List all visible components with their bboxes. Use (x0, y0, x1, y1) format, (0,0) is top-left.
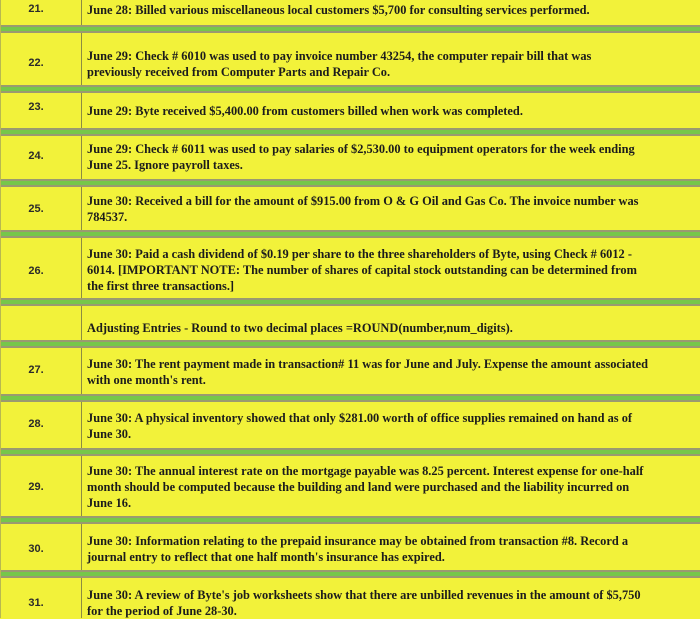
row-separator (1, 85, 700, 93)
row-number: 31. (28, 597, 44, 609)
row-text: June 30: The annual interest rate on the mortgage payable was 8.25 percent. Interest expense for one-half month should be computed because the building and land were purchased and the liability incurred on June 16. (87, 464, 644, 510)
row-number: 27. (28, 364, 44, 376)
row-number: 24. (28, 150, 44, 162)
row-text: June 30: Paid a cash dividend of $0.19 per share to the three shareholders of Byte, using Check # 6012 - 6014. [IMPORTANT NOTE: The number of shares of capital stock outstanding can be determined from the first three transactions.] (87, 247, 637, 293)
row-separator (1, 25, 700, 33)
row-number: 26. (28, 265, 44, 277)
row-text: June 30: A physical inventory showed that only $281.00 worth of office supplies remained on hand as of June 30. (87, 411, 633, 441)
row-number: 22. (28, 57, 44, 69)
row-text: June 29: Byte received $5,400.00 from customers billed when work was completed. (87, 104, 523, 118)
row-separator (1, 516, 700, 524)
row-number: 28. (28, 418, 44, 430)
row-number: 30. (28, 543, 44, 555)
row-separator (1, 128, 700, 136)
row-separator (1, 298, 700, 306)
row-text: June 29: Check # 6011 was used to pay salaries of $2,530.00 to equipment operators for the week ending June 25. Ignore payroll taxes. (87, 142, 635, 172)
row-number: 29. (28, 481, 44, 493)
row-separator (1, 394, 700, 402)
row-text: June 30: Received a bill for the amount of $915.00 from O & G Oil and Gas Co. The invoice number was 784537. (87, 194, 639, 224)
row-separator (1, 340, 700, 348)
row-text: June 29: Check # 6010 was used to pay invoice number 43254, the computer repair bill that was previously received from Computer Parts and Repair Co. (87, 49, 592, 79)
row-text: June 28: Billed various miscellaneous local customers $5,700 for consulting services performed. (87, 3, 590, 17)
row-separator (1, 570, 700, 578)
row-number: 21. (28, 3, 44, 15)
row-text: June 30: Information relating to the prepaid insurance may be obtained from transaction #8. Record a journal entry to reflect that one half month's insurance has expired. (87, 534, 629, 564)
section-heading-adjusting-entries: Adjusting Entries - Round to two decimal places =ROUND(number,num_digits). (87, 321, 513, 335)
row-separator (1, 230, 700, 238)
row-text: June 30: The rent payment made in transaction# 11 was for June and July. Expense the amount associated with one month's rent. (87, 357, 649, 387)
row-separator (1, 179, 700, 187)
row-number: 25. (28, 203, 44, 215)
row-text: June 30: A review of Byte's job worksheets show that there are unbilled revenues in the amount of $5,750 for the period of June 28-30. (87, 588, 641, 618)
row-number: 23. (28, 101, 44, 113)
row-separator (1, 448, 700, 456)
